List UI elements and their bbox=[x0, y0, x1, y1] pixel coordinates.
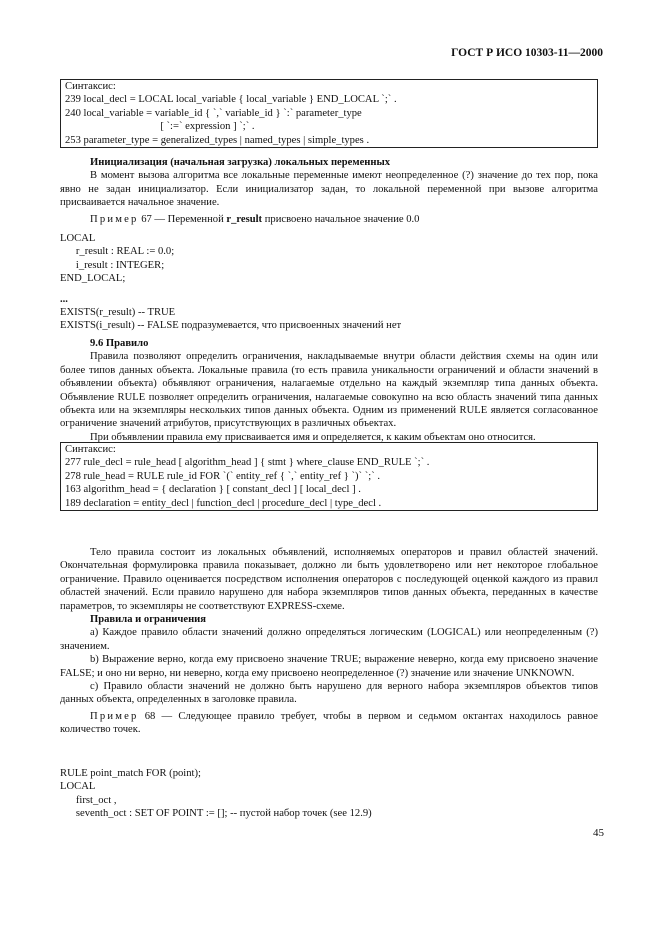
section-9-6-heading: 9.6 Правило bbox=[90, 338, 149, 349]
list-item: а) Каждое правило области значений должно определяться логическим (LOGICAL) или неопределенным (?) значением. bbox=[60, 627, 598, 652]
list-item: с) Правило области значений не должно быть нарушено для верного набора экземпляров объектов типов данных объекта, определенных в заголовке правила. bbox=[60, 681, 598, 706]
syntax-line: 189 declaration = entity_decl | function_decl | procedure_decl | type_decl . bbox=[65, 497, 382, 509]
syntax-line: 253 parameter_type = generalized_types | named_types | simple_types . bbox=[65, 134, 370, 146]
section-9-6-paragraph-2: При объявлении правила ему присваивается имя и определяется, к каким объектам оно относится. bbox=[90, 431, 536, 443]
syntax-line: 239 local_decl = LOCAL local_variable { local_variable } END_LOCAL `;` . bbox=[65, 94, 397, 106]
example-67: Пример 67 — Переменной r_result присвоено начальное значение 0.0 bbox=[90, 213, 420, 225]
code-block-local: LOCAL r_result : REAL := 0.0; i_result : INTEGER; END_LOCAL; ... EXISTS(r_result) -- TRUE EXISTS(i_result) -- FALSE подразумевается, что присвоенных значений нет bbox=[60, 233, 402, 332]
page-number: 45 bbox=[593, 827, 604, 839]
syntax-box-local bbox=[60, 79, 598, 148]
syntax-line: 277 rule_decl = rule_head [ algorithm_head ] { stmt } where_clause END_RULE `;` . bbox=[65, 457, 430, 469]
syntax-line: 240 local_variable = variable_id { `,` variable_id } `:` parameter_type bbox=[65, 107, 362, 119]
syntax-line: Синтаксис: bbox=[65, 444, 116, 455]
document-header: ГОСТ Р ИСО 10303-11—2000 bbox=[451, 47, 603, 59]
syntax-line: Синтаксис: bbox=[65, 81, 116, 92]
example-68: Пример 68 — Следующее правило требует, чтобы в первом и седьмом октантах находилось равное количество точек. bbox=[60, 710, 598, 736]
syntax-box-rule bbox=[60, 442, 598, 511]
syntax-line: [ `:=` expression ] `;` . bbox=[65, 121, 255, 133]
syntax-line: 163 algorithm_head = { declaration } [ constant_decl ] [ local_decl ] . bbox=[65, 484, 361, 496]
init-heading: Инициализация (начальная загрузка) локальных переменных bbox=[90, 157, 391, 168]
code-block-rule: RULE point_match FOR (point); LOCAL first_oct , seventh_oct : SET OF POINT := []; -- пустой набор точек (see 12.9) bbox=[60, 768, 372, 820]
syntax-line: 278 rule_head = RULE rule_id FOR `(` entity_ref { `,` entity_ref } `)` `;` . bbox=[65, 470, 381, 482]
rule-body-paragraph: Тело правила состоит из локальных объявлений, исполняемых операторов и правил областей значений. Окончательная формулировка правила показывает, должно ли быть удовлетворено или нет некоторое глобальное ограничение. Правило оценивается посредством исполнения операторов с последующей оценкой каждого из правил областей значений. Если правило нарушено для набора экземпляров типов данных объекта, переданных в качестве параметров, то экземпляры не соответствуют EXPRESS-схеме. bbox=[60, 547, 598, 612]
rules-heading: Правила и ограничения bbox=[90, 614, 207, 626]
section-9-6-paragraph: Правила позволяют определить ограничения, накладываемые внутри области действия схемы на один или более типов данных объекта. Локальные правила (то есть правила уникальности ограничений и области значений в объявлении объекта) объявляют ограничения, налагаемые отдельно на каждый экземпляр типа данных объекта. Объявление RULE позволяет определить ограничения, налагаемые совокупно на всю область значений типа данных объекта или на экземпляры нескольких типов данных объекта. Одним из применений RULE является согласованное ограничение значений атрибутов, присутствующих в различных объектах. bbox=[60, 351, 598, 430]
list-item: b) Выражение верно, когда ему присвоено значение TRUE; выражение неверно, когда ему присвоено значение FALSE; и оно ни верно, ни неверно, когда ему присвоено неопределенное (?) значение или значение UNKNOWN. bbox=[60, 654, 598, 679]
init-paragraph: В момент вызова алгоритма все локальные переменные имеют неопределенное (?) значение до тех пор, пока явно не задан инициализатор. Если инициализатор задан, то локальной переменной при вызове алгоритма присваивается начальное значение. bbox=[60, 170, 598, 209]
